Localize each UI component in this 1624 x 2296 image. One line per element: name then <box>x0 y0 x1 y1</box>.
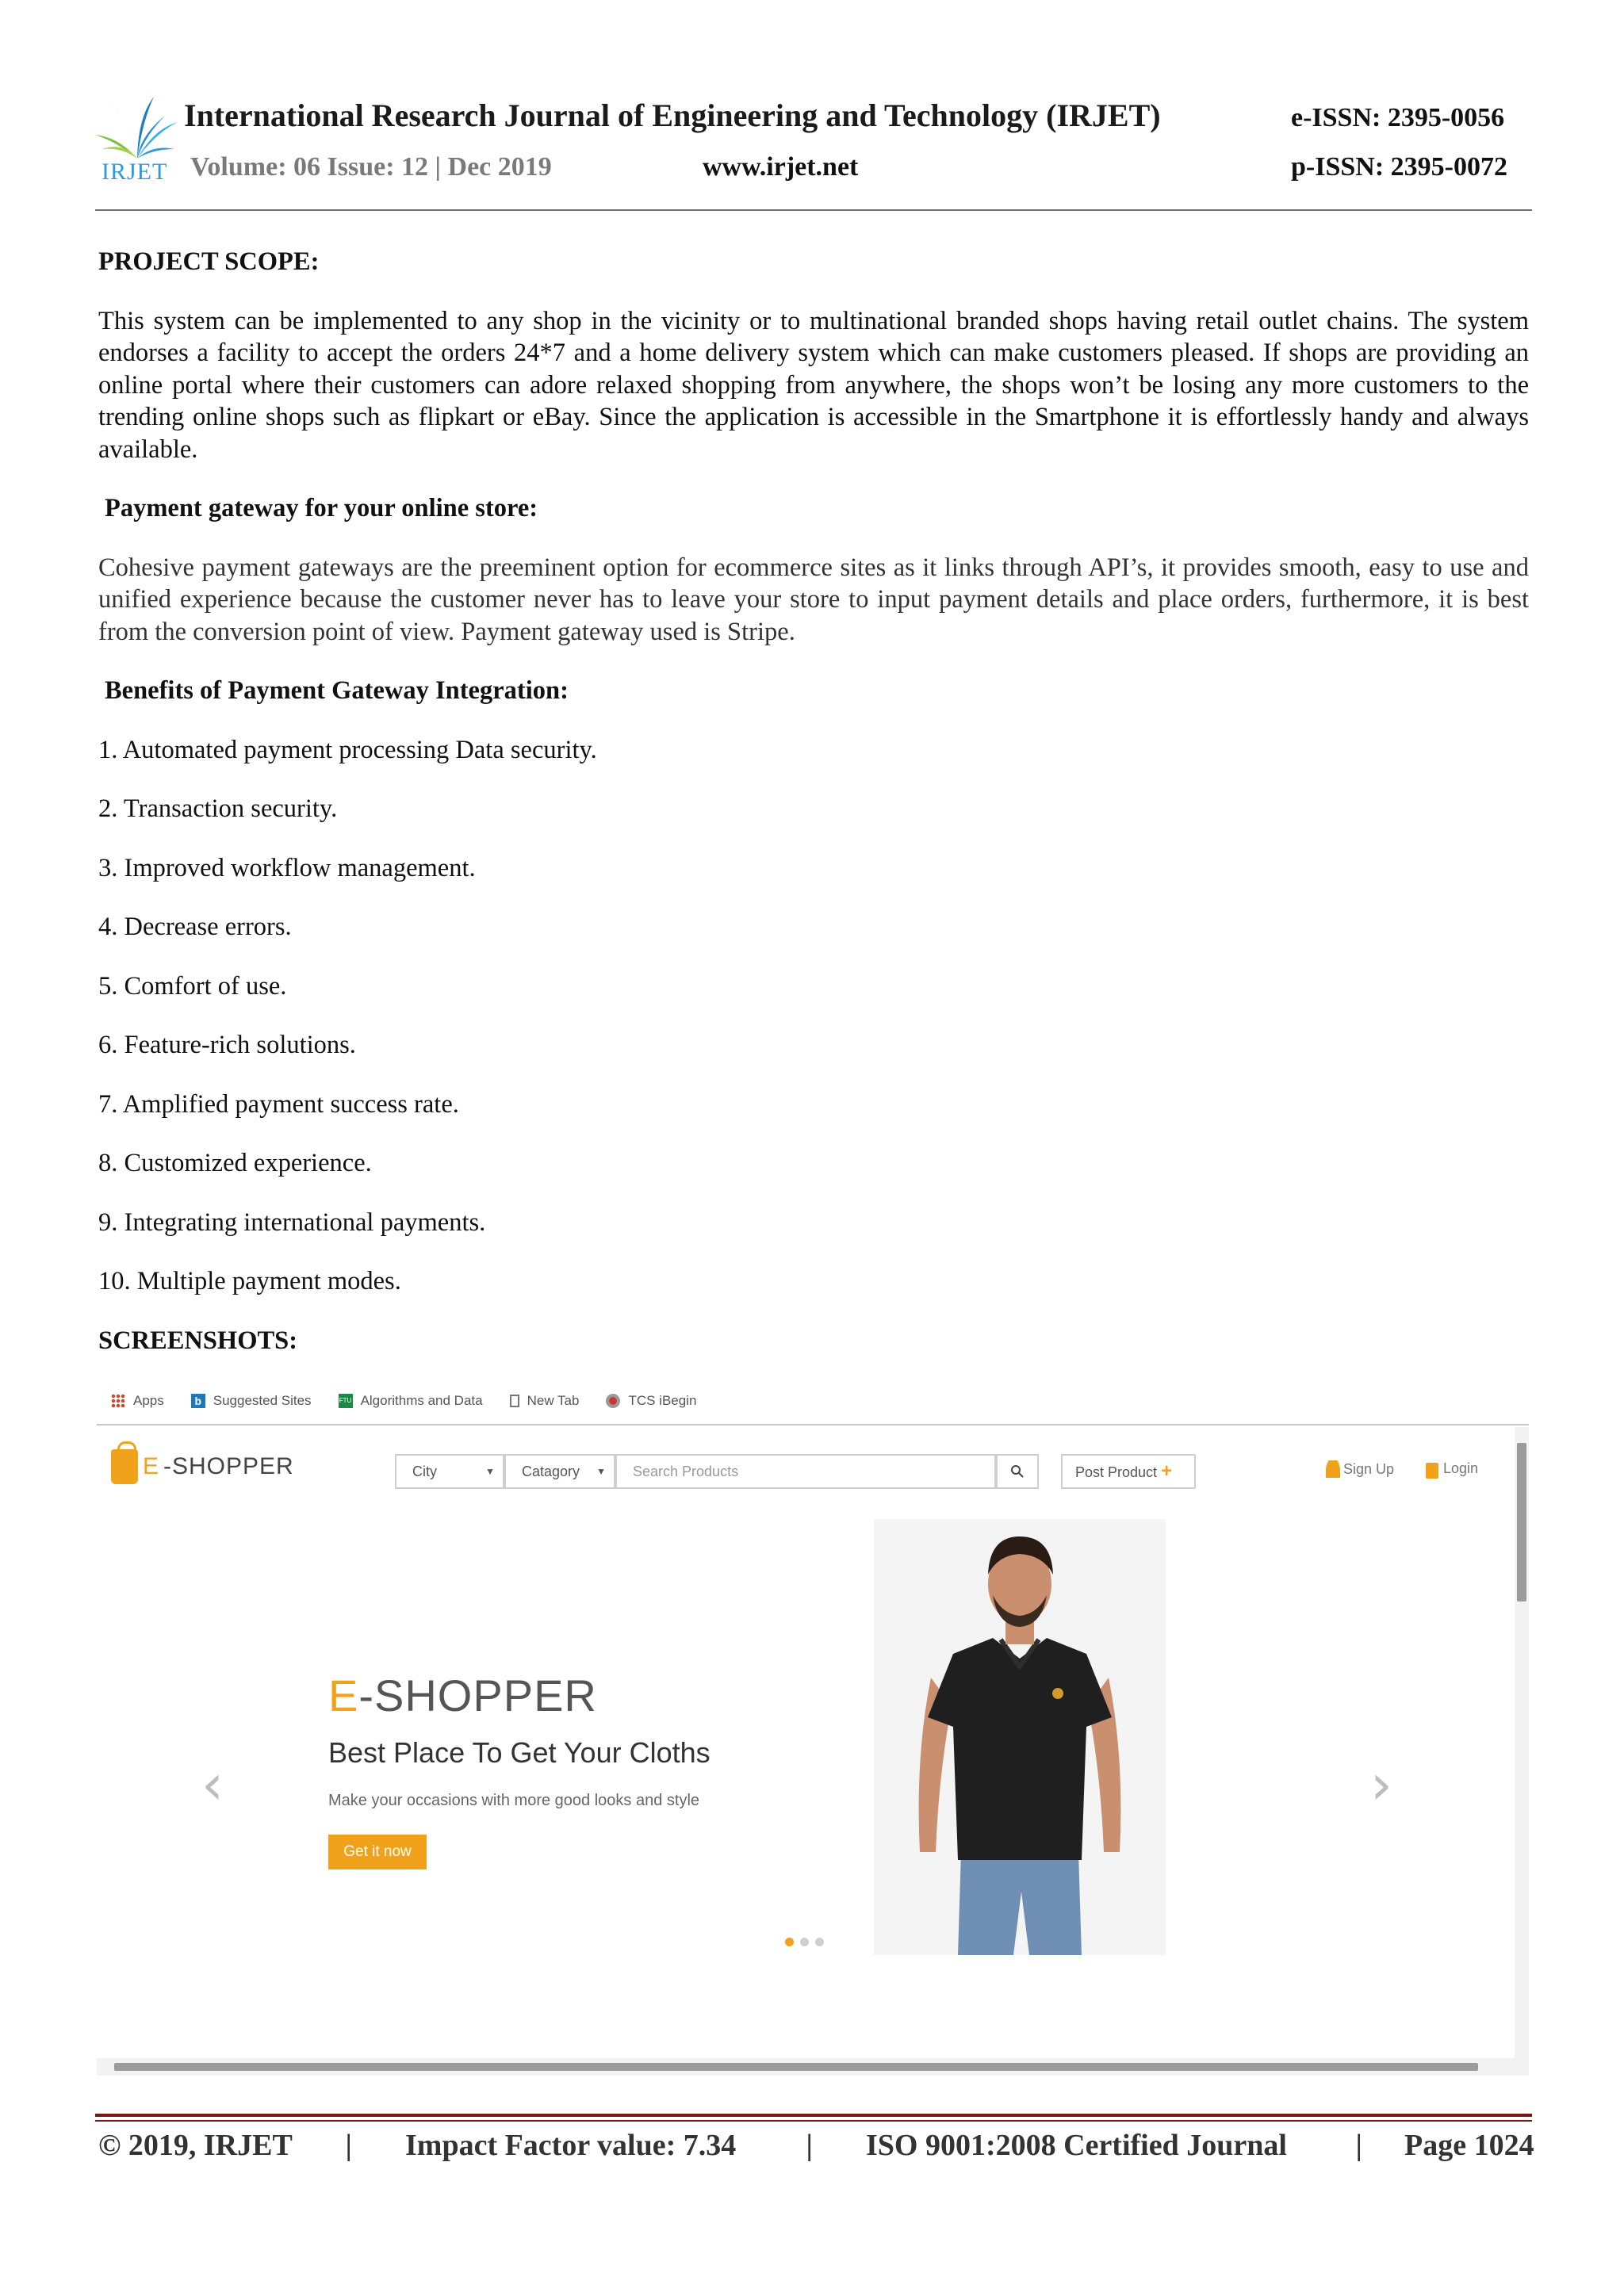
p-issn: p-ISSN: 2395-0072 <box>1291 152 1507 182</box>
city-select[interactable]: City ▼ <box>395 1454 504 1489</box>
footer-page-number: Page 1024 <box>1404 2129 1534 2162</box>
tcs-icon <box>606 1394 620 1408</box>
page-header <box>0 0 1624 214</box>
benefit-item: 2. Transaction security. <box>98 794 338 823</box>
bookmark-apps[interactable]: Apps <box>111 1393 164 1409</box>
search-button[interactable] <box>996 1454 1039 1489</box>
hero-subtitle: Make your occasions with more good looks and style <box>328 1792 700 1809</box>
benefit-item: 3. Improved workflow management. <box>98 853 476 882</box>
carousel-indicators <box>785 1938 824 1946</box>
scrollbar-thumb[interactable] <box>1517 1443 1526 1601</box>
footer-iso: ISO 9001:2008 Certified Journal <box>866 2129 1287 2162</box>
post-product-button[interactable]: Post Product + <box>1061 1454 1196 1489</box>
carousel-prev-icon[interactable]: ‹ <box>201 1752 224 1817</box>
benefit-item: 6. Feature-rich solutions. <box>98 1031 356 1059</box>
article-body <box>98 238 1529 1357</box>
bookmark-new-tab[interactable]: New Tab <box>510 1393 580 1409</box>
ftu-icon: FTU <box>339 1394 353 1408</box>
vertical-scrollbar[interactable] <box>1515 1427 1529 2058</box>
benefit-item: 9. Integrating international payments. <box>98 1207 486 1237</box>
hero-carousel <box>97 1506 1515 2058</box>
hero-title: Best Place To Get Your Cloths <box>328 1736 710 1769</box>
search-input[interactable]: Search Products <box>615 1454 996 1489</box>
journal-website[interactable]: www.irjet.net <box>703 152 859 182</box>
volume-issue: Volume: 06 Issue: 12 | Dec 2019 <box>190 152 552 182</box>
page-footer <box>98 2128 1534 2163</box>
footer-separator: | <box>1355 2129 1362 2162</box>
footer-rule <box>95 2120 1532 2122</box>
carousel-next-icon[interactable]: › <box>1370 1752 1392 1817</box>
search-icon <box>1010 1464 1025 1479</box>
user-icon <box>1326 1460 1340 1478</box>
page-icon <box>510 1395 519 1407</box>
signup-link[interactable]: Sign Up <box>1326 1460 1394 1478</box>
benefit-item: 4. Decrease errors. <box>98 913 292 941</box>
payment-gateway-text: Cohesive payment gateways are the preeminent option for ecommerce sites as it links through API’s, it provides smooth, easy to use and unified experience because the customer never has to leave your store to input payment details and place orders, furthermore, it is best from the conversion point of view. Payment gateway used is Stripe. <box>98 553 1529 646</box>
bookmarks-bar <box>97 1378 1529 1425</box>
benefits-list <box>98 734 1529 1298</box>
model-photo <box>874 1519 1166 1955</box>
benefit-item: 10. Multiple payment modes. <box>98 1267 401 1295</box>
bookmark-tcs[interactable]: TCS iBegin <box>606 1393 696 1409</box>
carousel-dot[interactable] <box>815 1938 824 1946</box>
carousel-dot[interactable] <box>785 1938 794 1946</box>
shopping-bag-icon <box>111 1449 138 1484</box>
eshopper-logo[interactable]: E -SHOPPER <box>111 1449 294 1484</box>
scrollbar-thumb[interactable] <box>114 2063 1478 2071</box>
category-select[interactable]: Catagory ▼ <box>504 1454 615 1489</box>
e-issn: e-ISSN: 2395-0056 <box>1291 103 1505 132</box>
journal-title: International Research Journal of Engineering and Technology (IRJET) <box>184 98 1161 133</box>
bookmark-suggested-sites[interactable]: b Suggested Sites <box>191 1393 312 1409</box>
horizontal-scrollbar[interactable] <box>97 2058 1529 2076</box>
benefit-item: 5. Comfort of use. <box>98 971 287 1001</box>
footer-rule <box>95 2114 1532 2117</box>
project-scope-text: This system can be implemented to any shop in the vicinity or to multinational branded shops having retail outlet chains. The system endorses a facility to accept the orders 24*7 and a home delivery system which can make customers pleased. If shops are providing an online portal where their customers can adore relaxed shopping from anywhere, the shops won’t be losing any more customers to the trending online shops such as flipkart or eBay. Since the application is accessible in the Smartphone it is effortlessly handy and always available. <box>98 306 1529 464</box>
eshopper-screenshot <box>97 1378 1529 2076</box>
plus-icon: + <box>1161 1460 1173 1482</box>
carousel-dot[interactable] <box>800 1938 809 1946</box>
bookmark-algorithms[interactable]: FTU Algorithms and Data <box>339 1393 483 1408</box>
header-divider <box>95 209 1532 211</box>
login-link[interactable]: Login <box>1426 1460 1478 1477</box>
benefit-item: 8. Customized experience. <box>98 1149 372 1177</box>
footer-impact-factor: Impact Factor value: 7.34 <box>405 2129 737 2162</box>
bing-icon: b <box>191 1394 205 1408</box>
project-scope-heading: PROJECT SCOPE: <box>98 247 320 276</box>
lock-icon <box>1426 1463 1438 1479</box>
hero-brand: E-SHOPPER <box>328 1670 597 1720</box>
footer-separator: | <box>345 2129 352 2162</box>
benefit-item: 7. Amplified payment success rate. <box>98 1089 459 1119</box>
site-navbar <box>97 1427 1516 1506</box>
screenshots-heading: SCREENSHOTS: <box>98 1326 298 1355</box>
benefits-heading: Benefits of Payment Gateway Integration: <box>105 676 569 705</box>
footer-separator: | <box>806 2129 813 2162</box>
apps-grid-icon <box>111 1394 125 1408</box>
caret-down-icon: ▼ <box>596 1466 606 1477</box>
payment-gateway-heading: Payment gateway for your online store: <box>105 494 538 522</box>
caret-down-icon: ▼ <box>485 1466 495 1477</box>
footer-copyright: © 2019, IRJET <box>98 2129 293 2162</box>
get-it-now-button[interactable]: Get it now <box>328 1835 427 1869</box>
logo-wordmark: IRJET <box>102 159 168 185</box>
benefit-item: 1. Automated payment processing Data security. <box>98 735 597 764</box>
